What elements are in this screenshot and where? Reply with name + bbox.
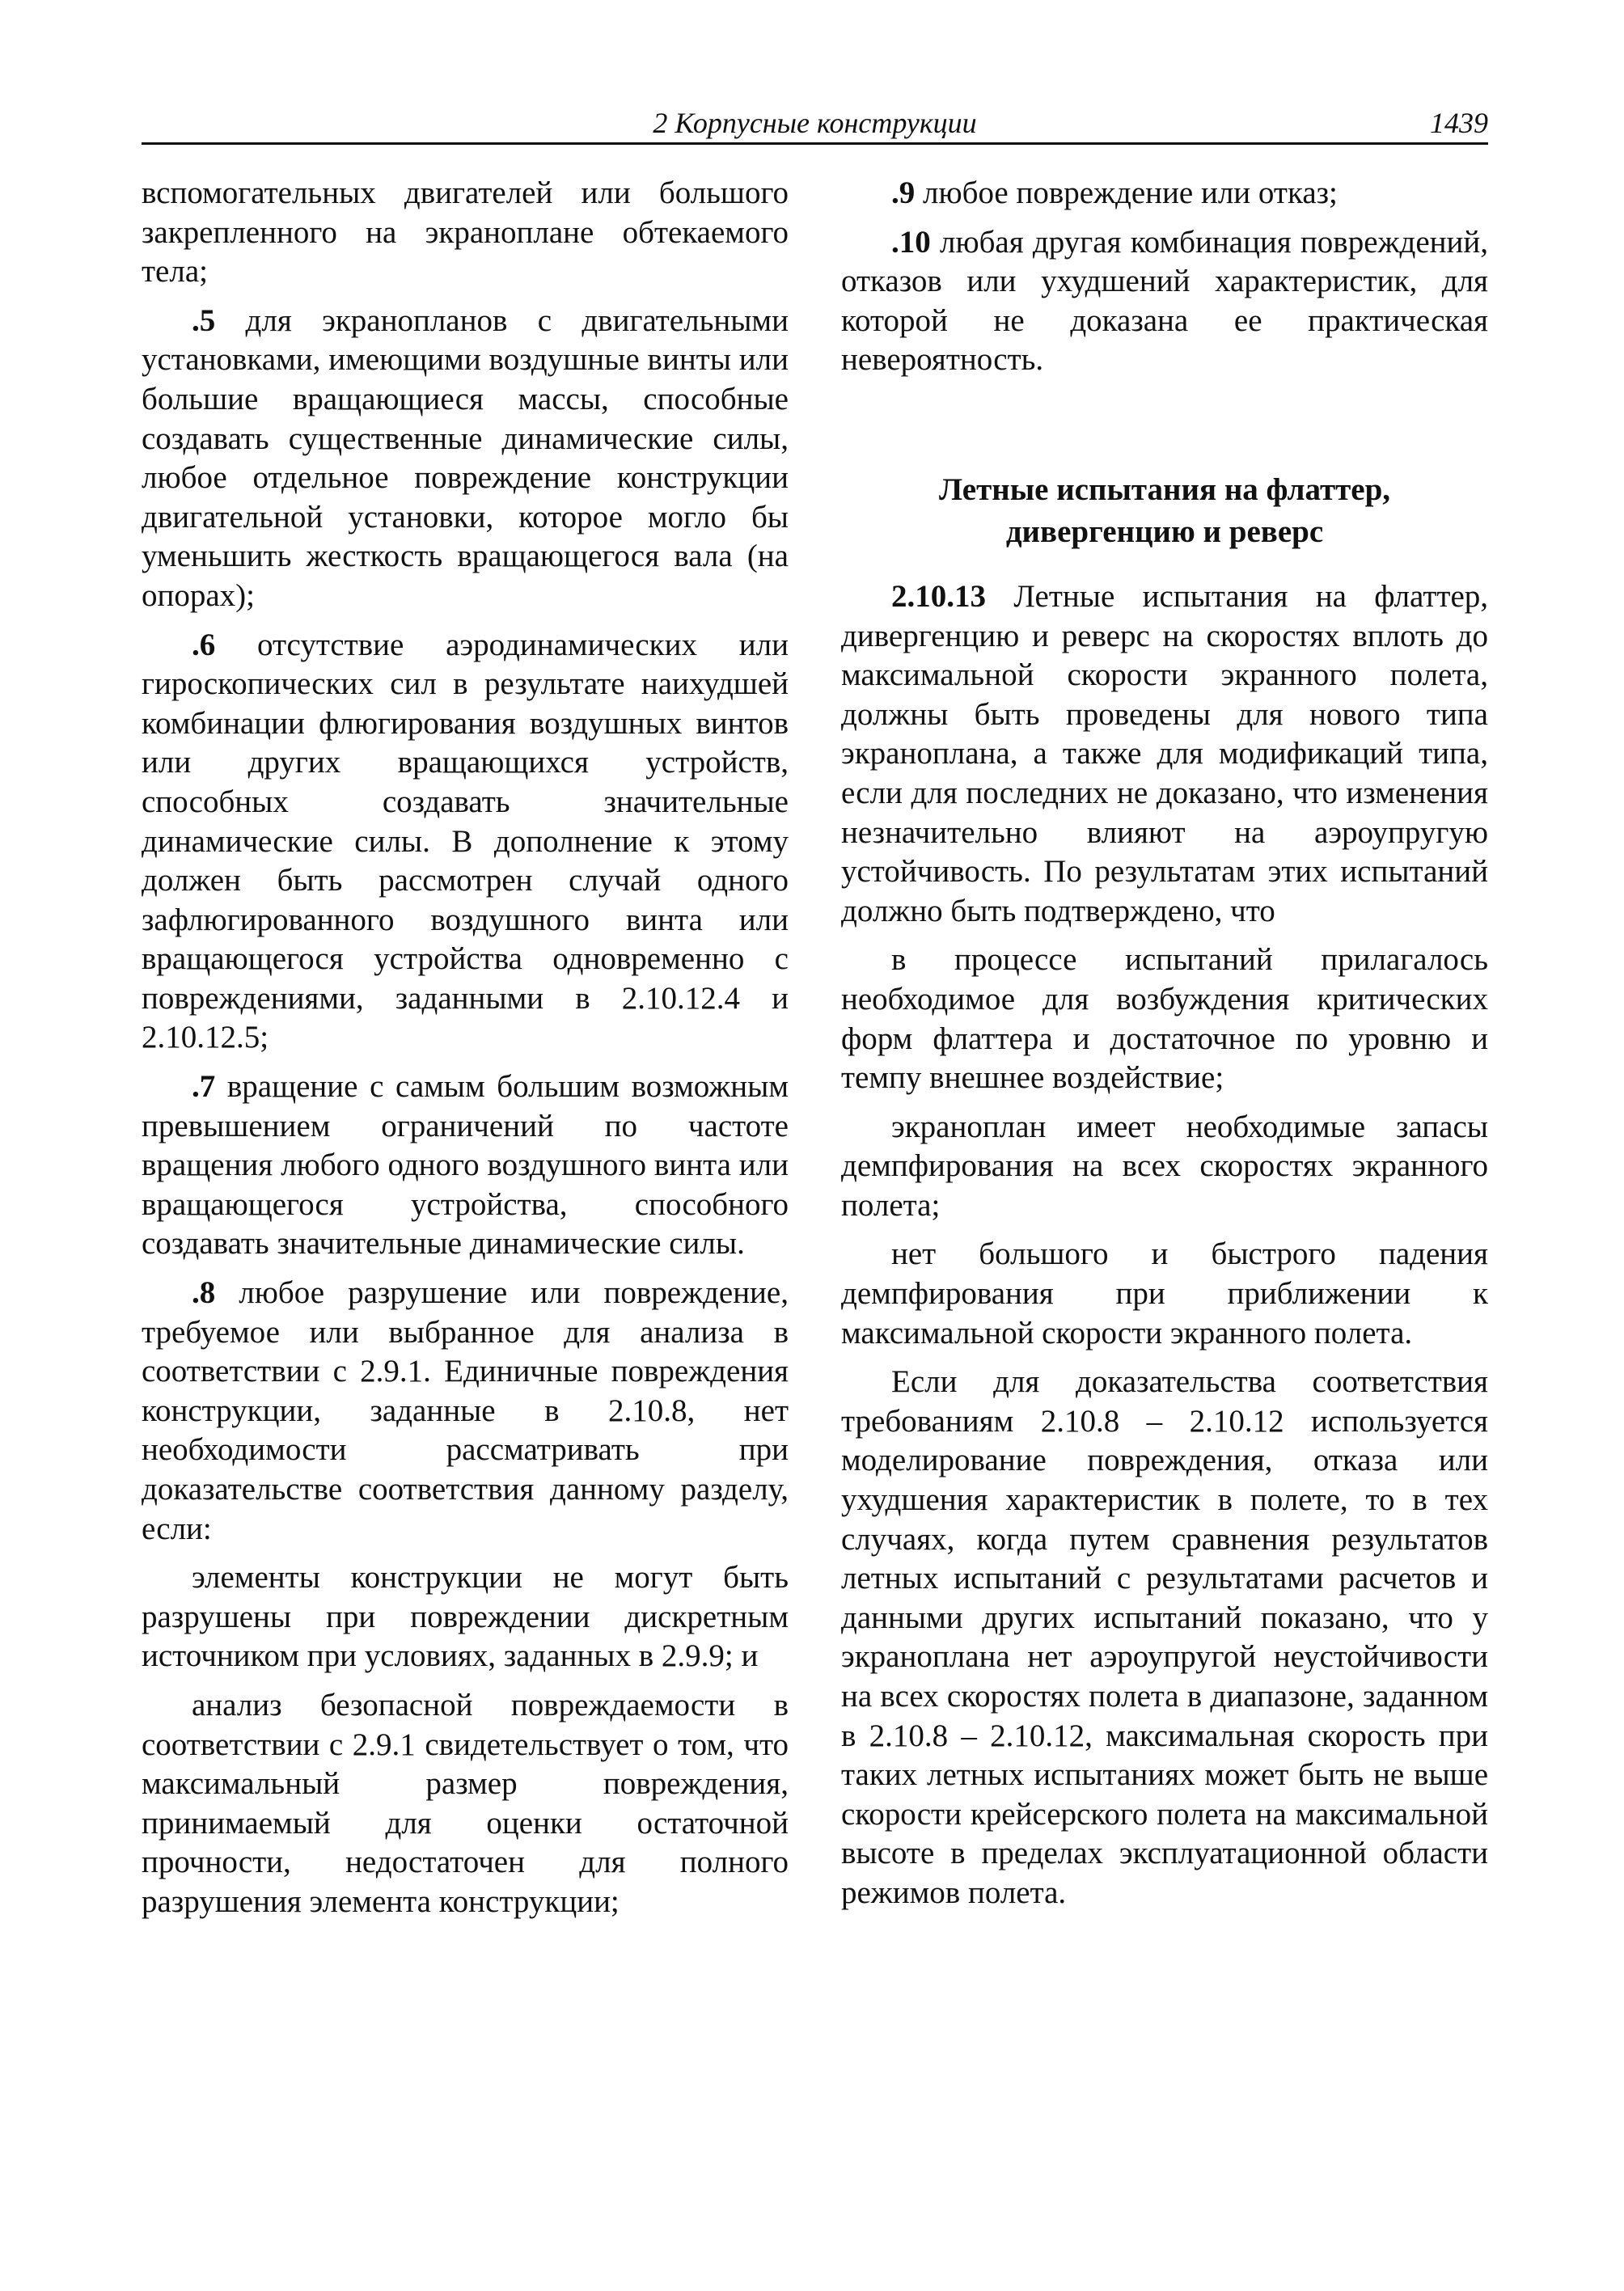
list-item-5 xyxy=(142,302,789,616)
clause-text: Летные испытания на флаттер, дивергенцию и реверс на скоростях вплоть до максимальной скорости экранного полета, должны быть проведены для нового типа экраноплана, а также для модификаций типа, если для последних не доказано, что изменения незначительно влияют на аэроупругую устойчивость. По результатам этих испытаний должно быть подтверждено, что xyxy=(841,578,1488,928)
item-number: .5 xyxy=(192,302,216,338)
section-heading xyxy=(841,469,1488,553)
left-column xyxy=(142,174,789,1932)
item-text: для экранопланов с двигательными установками, имеющими воздушные винты или большие вращающиеся массы, способные создавать существенные динамические силы, любое отдельное повреждение конструкции двигательной установки, которое могло бы уменьшить жесткость вращающегося вала (на опорах); xyxy=(142,302,789,613)
right-column xyxy=(841,174,1488,1923)
item-number: .10 xyxy=(891,224,931,260)
requirement-paragraph: нет большого и быстрого падения демпфирования при приближении к максимальной скорости экранного полета. xyxy=(841,1236,1488,1351)
list-item-10 xyxy=(841,223,1488,380)
item-text: любая другая комбинация повреждений, отказов или ухудшений характеристик, для которой не доказана ее практическая невероятность. xyxy=(841,224,1488,378)
list-item-8 xyxy=(142,1274,789,1549)
page-number: 1439 xyxy=(1430,107,1488,139)
item-text: отсутствие аэродинамических или гироскопических сил в результате наихудшей комбинации флюгирования воздушных винтов или других вращающихся устройств, способных создавать значительные динамические силы. В дополнение к этому должен быть рассмотрен случай одного зафлюгированного воздушного винта или вращающегося устройства одновременно с повреждениями, заданными в 2.10.12.4 и 2.10.12.5; xyxy=(142,627,789,1055)
section-heading-line: Летные испытания на флаттер, xyxy=(938,471,1391,507)
clause-number: 2.10.13 xyxy=(891,578,986,614)
list-item-6 xyxy=(142,626,789,1059)
final-paragraph: Если для доказательства соответствия требованиям 2.10.8 – 2.10.12 используется моделирование повреждения, отказа или ухудшения характеристик в полете, то в тех случаях, когда путем сравнения результатов летных испытаний с результатами расчетов и данными других испытаний показано, что у экраноплана нет аэроупругой неустойчивости на всех скоростях полета в диапазоне, заданном в 2.10.8 – 2.10.12, максимальная скорость при таких летных испытаниях может быть не выше скорости крейсерского полета на максимальной высоте в пределах эксплуатационной области режимов полета. xyxy=(841,1364,1488,1910)
item-number: .6 xyxy=(192,627,216,662)
section-heading-line: дивергенцию и реверс xyxy=(1005,514,1324,549)
paragraph-continuation: вспомогательных двигателей или большого закрепленного на экраноплане обтекаемого тела; xyxy=(142,175,789,290)
running-header xyxy=(142,104,1488,145)
item-text: любое разрушение или повреждение, требуемое или выбранное для анализа в соответствии с 2.9.1. Единичные повреждения конструкции, заданные в 2.10.8, нет необходимости рассматривать при доказательстве соответствия данному разделу, если: xyxy=(142,1275,789,1546)
item-number: .7 xyxy=(192,1069,216,1105)
item-number: .8 xyxy=(192,1275,216,1311)
requirement-paragraph: в процессе испытаний прилагалось необходимое для возбуждения критических форм флаттера и достаточное по уровню и темпу внешнее воздействие; xyxy=(841,942,1488,1096)
condition-paragraph: анализ безопасной повреждаемости в соответствии с 2.9.1 свидетельствует о том, что максимальный размер повреждения, принимаемый для оценки остаточной прочности, недостаточен для полного разрушения элемента конструкции; xyxy=(142,1687,789,1919)
item-number: .9 xyxy=(891,175,916,210)
clause-paragraph xyxy=(841,577,1488,931)
list-item-7 xyxy=(142,1067,789,1264)
item-text: вращение с самым большим возможным превышением ограничений по частоте вращения любого одного воздушного винта или вращающегося устройства, способного создавать значительные динамические силы. xyxy=(142,1069,789,1262)
list-item-9 xyxy=(841,174,1488,213)
requirement-paragraph: экраноплан имеет необходимые запасы демпфирования на всех скоростях экранного полета; xyxy=(841,1109,1488,1223)
item-text: любое повреждение или отказ; xyxy=(915,175,1338,210)
running-title: 2 Корпусные конструкции xyxy=(653,107,977,139)
condition-paragraph: элементы конструкции не могут быть разрушены при повреждении дискретным источником при условиях, заданных в 2.9.9; и xyxy=(142,1560,789,1674)
